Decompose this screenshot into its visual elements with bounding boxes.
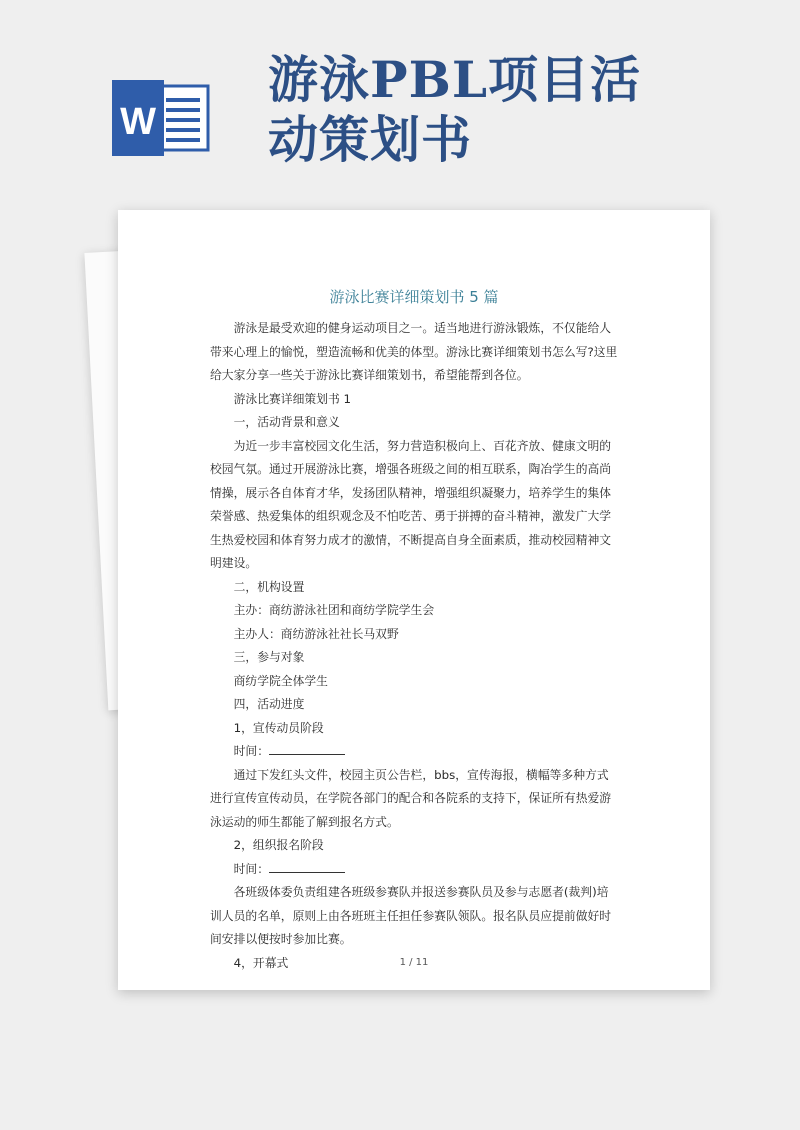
stage2-heading: 2，组织报名阶段 <box>233 838 324 852</box>
stage1-time-line <box>210 740 620 764</box>
stage2-time-label: 时间： <box>233 861 269 876</box>
stage4-heading: 4，开幕式 <box>233 955 289 970</box>
page-number: 1 / 11 <box>399 957 429 968</box>
organizer-line: 主办：商纺游泳社团和商纺学院学生会 <box>233 603 435 617</box>
stage2-time-line <box>210 858 620 882</box>
host-line: 主办人：商纺游泳社社长马双野 <box>233 626 399 641</box>
stage2-time-blank <box>269 860 345 873</box>
cover-title-line-1: 游泳PBL项目活 <box>268 50 642 109</box>
section3-heading: 三，参与对象 <box>233 650 305 664</box>
cover-title <box>268 50 768 170</box>
section1-paragraph: 为近一步丰富校园文化生活，努力营造积极向上、百花齐放、健康文明的校园气氛。通过开展游泳比赛，增强各班级之间的相互联系，陶冶学生的高尚情操，展示各自体育才华，发扬团队精神，增强组织凝聚力，培养学生的集体荣誉感、热爱集体的组织观念及不怕吃苦、勇于拼搏的奋斗精神，激发广大学生热爱校园和体育努力成才的激情，不断提高自身全面素质，推动校园精神文明建设。 <box>210 438 612 570</box>
document-page <box>118 210 710 990</box>
section2-heading: 二，机构设置 <box>233 579 305 594</box>
stage1-time-label: 时间： <box>233 744 269 758</box>
stage1-heading: 1，宣传动员阶段 <box>233 720 324 735</box>
participants-line: 商纺学院全体学生 <box>233 673 328 688</box>
document-body <box>210 317 620 975</box>
stage1-paragraph: 通过下发红头文件，校园主页公告栏，bbs，宣传海报，横幅等多种方式进行宣传宣传动员，在学院各部门的配合和各院系的支持下，保证所有热爱游泳运动的师生都能了解到报名方式。 <box>210 767 612 829</box>
cover-title-line-2: 动策划书 <box>268 110 472 169</box>
document-title: 游泳比赛详细策划书 5 篇 <box>329 288 499 306</box>
stage1-time-blank <box>269 742 345 755</box>
section4-heading: 四，活动进度 <box>233 697 305 711</box>
intro-paragraph: 游泳是最受欢迎的健身运动项目之一。适当地进行游泳锻炼，不仅能给人带来心理上的愉悦，塑造流畅和优美的体型。游泳比赛详细策划书怎么写?这里给大家分享一些关于游泳比赛详细策划书，希望能帮到各位。 <box>210 321 618 382</box>
word-icon <box>110 80 210 156</box>
stage2-paragraph: 各班级体委负责组建各班级参赛队并报送参赛队员及参与志愿者(裁判)培训人员的名单，原则上由各班班主任担任参赛队领队。报名队员应提前做好时间安排以便按时参加比赛。 <box>210 885 612 946</box>
word-icon-letter: W <box>120 101 156 143</box>
section1-heading: 一，活动背景和意义 <box>233 415 340 429</box>
plan1-heading: 游泳比赛详细策划书 1 <box>233 391 352 406</box>
